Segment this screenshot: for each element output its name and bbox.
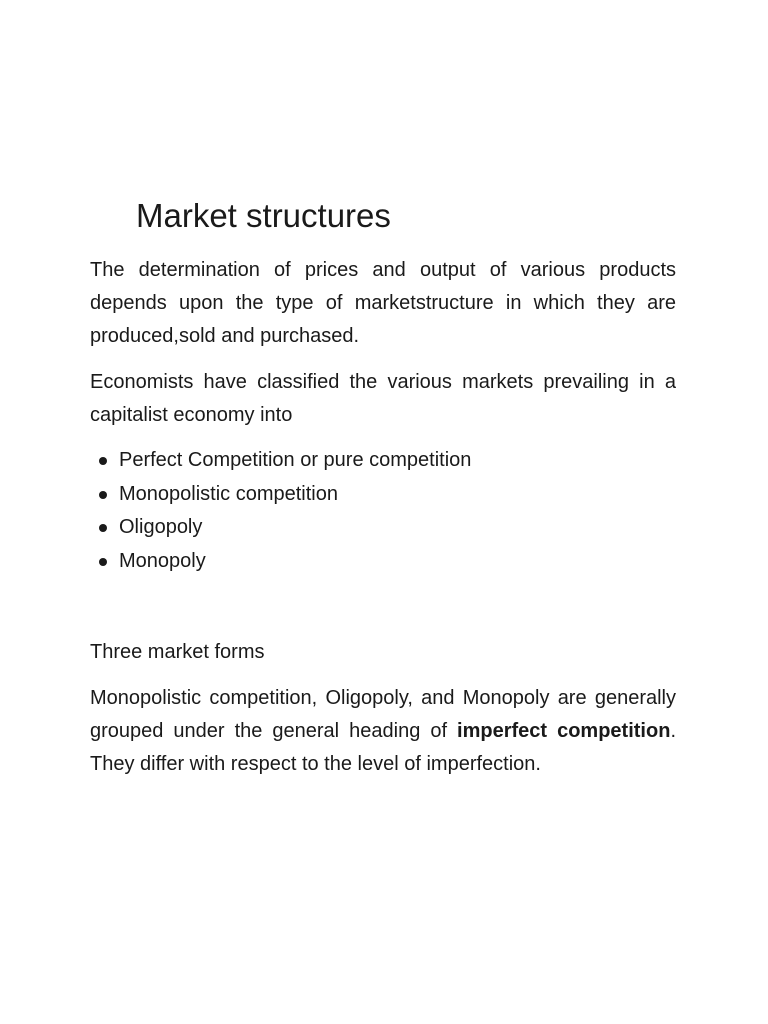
- list-item-text: Perfect Competition or pure competition: [119, 449, 472, 471]
- bullet-icon: [99, 457, 107, 465]
- bullet-icon: [99, 491, 107, 499]
- bullet-icon: [99, 558, 107, 566]
- list-item-text: Monopolistic competition: [119, 482, 338, 505]
- list-item: [90, 444, 471, 478]
- bold-term: imperfect competition: [457, 720, 671, 742]
- list-item: [90, 478, 471, 512]
- paragraph-text-start: Monopolistic competition, Oligopoly, and Monopoly are generally grouped under the general heading of: [90, 687, 676, 742]
- list-item-text: Oligopoly: [119, 516, 203, 538]
- list-item-text: Monopoly: [119, 549, 206, 572]
- list-item: [90, 511, 471, 545]
- page-title: Market structures: [136, 197, 391, 234]
- market-types-list: [90, 444, 471, 578]
- classification-paragraph: Economists have classified the various markets prevailing in a capitalist economy into: [90, 371, 676, 426]
- paragraph-text-end: . They differ with respect to the level of imperfection.: [90, 720, 676, 775]
- bullet-icon: [99, 524, 107, 532]
- imperfect-competition-paragraph: [90, 682, 676, 781]
- intro-paragraph: The determination of prices and output of various products depends upon the type of marketstructure in which they are produced,sold and purchased.: [90, 259, 676, 347]
- section-subheading: Three market forms: [90, 641, 265, 663]
- list-item: [90, 545, 471, 579]
